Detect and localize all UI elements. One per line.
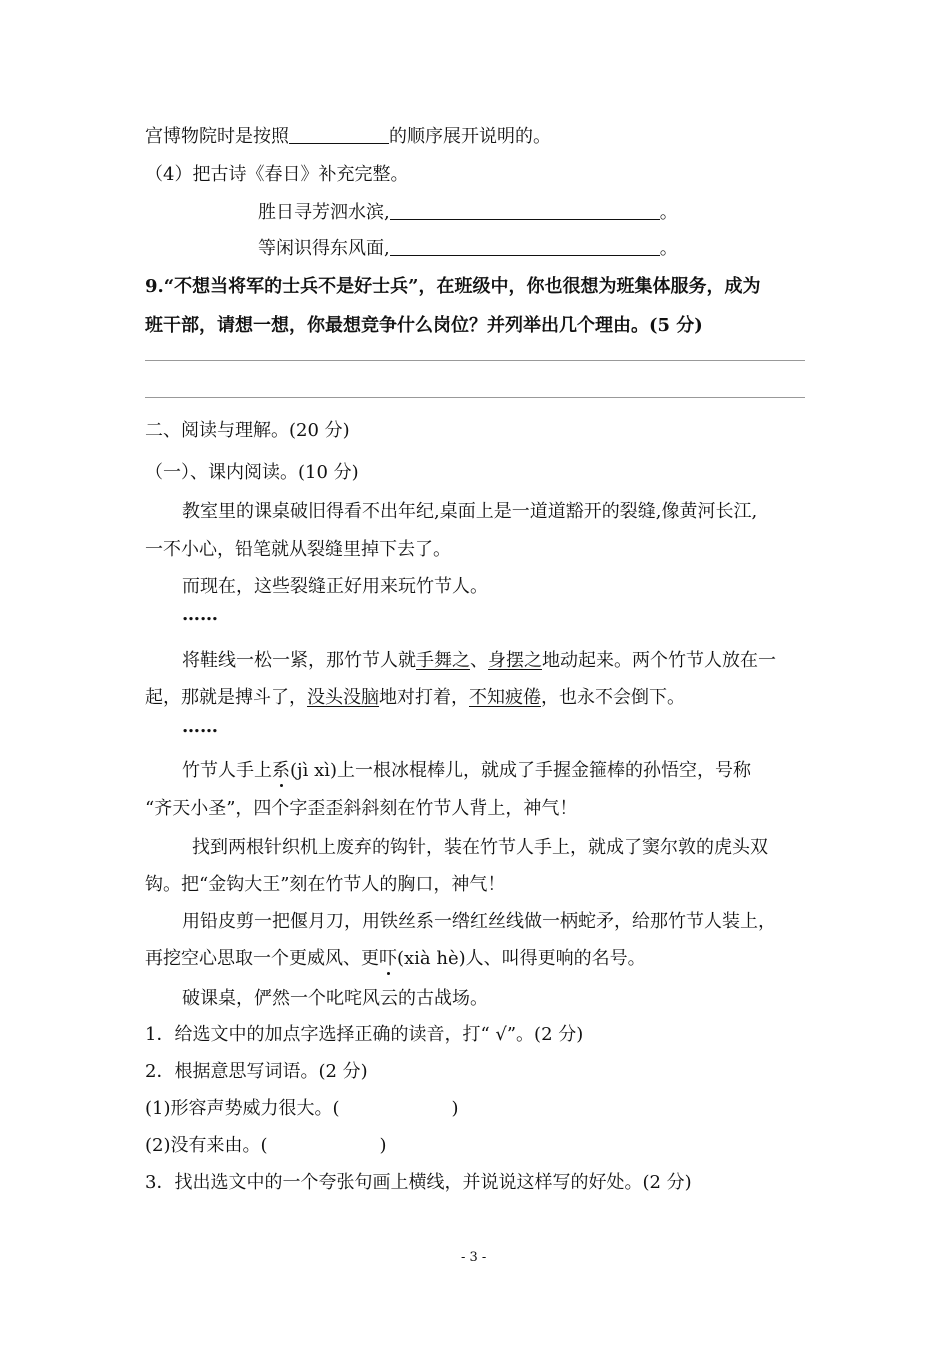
underlined-word: 不知疲倦 bbox=[469, 687, 541, 708]
answer-blank[interactable] bbox=[289, 125, 389, 144]
passage-p3b: 起，那就是搏斗了，没头没脑地对打着，不知疲倦，也永不会倒下。 bbox=[145, 687, 685, 708]
underlined-word: 没头没脑 bbox=[307, 687, 379, 708]
dotted-char: 系 bbox=[272, 760, 290, 781]
poem-line-2: 等闲识得东风面, 。 bbox=[258, 238, 678, 259]
question-1: 1．给选文中的加点字选择正确的读音，打“ √”。(2 分) bbox=[145, 1024, 584, 1045]
page-number: - 3 - bbox=[461, 1250, 487, 1265]
question-2: 2．根据意思写词语。(2 分) bbox=[145, 1061, 368, 1082]
passage-p6a: 用铅皮剪一把偃月刀，用铁丝系一绺红丝线做一柄蛇矛，给那竹节人装上， bbox=[182, 911, 776, 932]
passage-p4b: “齐天小圣”，四个字歪歪斜斜刻在竹节人背上，神气！ bbox=[145, 798, 578, 819]
passage-p2: 而现在，这些裂缝正好用来玩竹节人。 bbox=[182, 576, 488, 597]
passage-p1a: 教室里的课桌破旧得看不出年纪,桌面上是一道道豁开的裂缝,像黄河长江, bbox=[182, 501, 758, 522]
question-2-2: (2)没有来由。( ) bbox=[145, 1135, 387, 1156]
q8-tail-post: 的顺序展开说明的。 bbox=[389, 126, 551, 147]
passage-p4a: 竹节人手上系(jì xì)上一根冰棍棒儿，就成了手握金箍棒的孙悟空，号称 bbox=[182, 760, 752, 781]
section-2-title: 二、阅读与理解。(20 分) bbox=[145, 420, 350, 441]
q9-line-1: 9.“不想当将军的士兵不是好士兵”，在班级中，你也很想为班集体服务，成为 bbox=[145, 276, 761, 297]
answer-line-1[interactable] bbox=[145, 360, 805, 361]
poem-blank-2[interactable] bbox=[390, 237, 660, 256]
q8-4-label: （4）把古诗《春日》补充完整。 bbox=[145, 164, 409, 185]
dotted-char: 吓 bbox=[379, 948, 397, 969]
q8-tail-pre: 宫博物院时是按照 bbox=[145, 126, 289, 147]
underlined-word: 身摆之 bbox=[488, 650, 542, 671]
poem-line-1: 胜日寻芳泗水滨, 。 bbox=[258, 202, 678, 223]
ellipsis-2: …… bbox=[182, 716, 218, 737]
passage-p7: 破课桌，俨然一个叱咤风云的古战场。 bbox=[182, 988, 488, 1009]
part-1-title: （一）、课内阅读。(10 分) bbox=[145, 462, 359, 483]
passage-p5a: 找到两根针织机上废弃的钩针，装在竹节人手上，就成了窦尔敦的虎头双 bbox=[192, 837, 768, 858]
poem-blank-1[interactable] bbox=[390, 201, 660, 220]
q9-line-2: 班干部，请想一想，你最想竞争什么岗位？并列举出几个理由。(5 分) bbox=[145, 315, 703, 336]
question-3: 3．找出选文中的一个夸张句画上横线，并说说这样写的好处。(2 分) bbox=[145, 1172, 692, 1193]
ellipsis-1: …… bbox=[182, 604, 218, 625]
passage-p1b: 一不小心，铅笔就从裂缝里掉下去了。 bbox=[145, 539, 451, 560]
question-2-1: (1)形容声势威力很大。( ) bbox=[145, 1098, 459, 1119]
passage-p3a: 将鞋线一松一紧，那竹节人就手舞之、身摆之地动起来。两个竹节人放在一 bbox=[182, 650, 776, 671]
answer-line-2[interactable] bbox=[145, 397, 805, 398]
passage-p6b: 再挖空心思取一个更威风、更吓(xià hè)人、叫得更响的名号。 bbox=[145, 948, 646, 969]
q8-tail bbox=[145, 122, 551, 148]
passage-p5b: 钩。把“金钩大王”刻在竹节人的胸口，神气！ bbox=[145, 874, 506, 895]
underlined-word: 手舞之 bbox=[416, 650, 470, 671]
